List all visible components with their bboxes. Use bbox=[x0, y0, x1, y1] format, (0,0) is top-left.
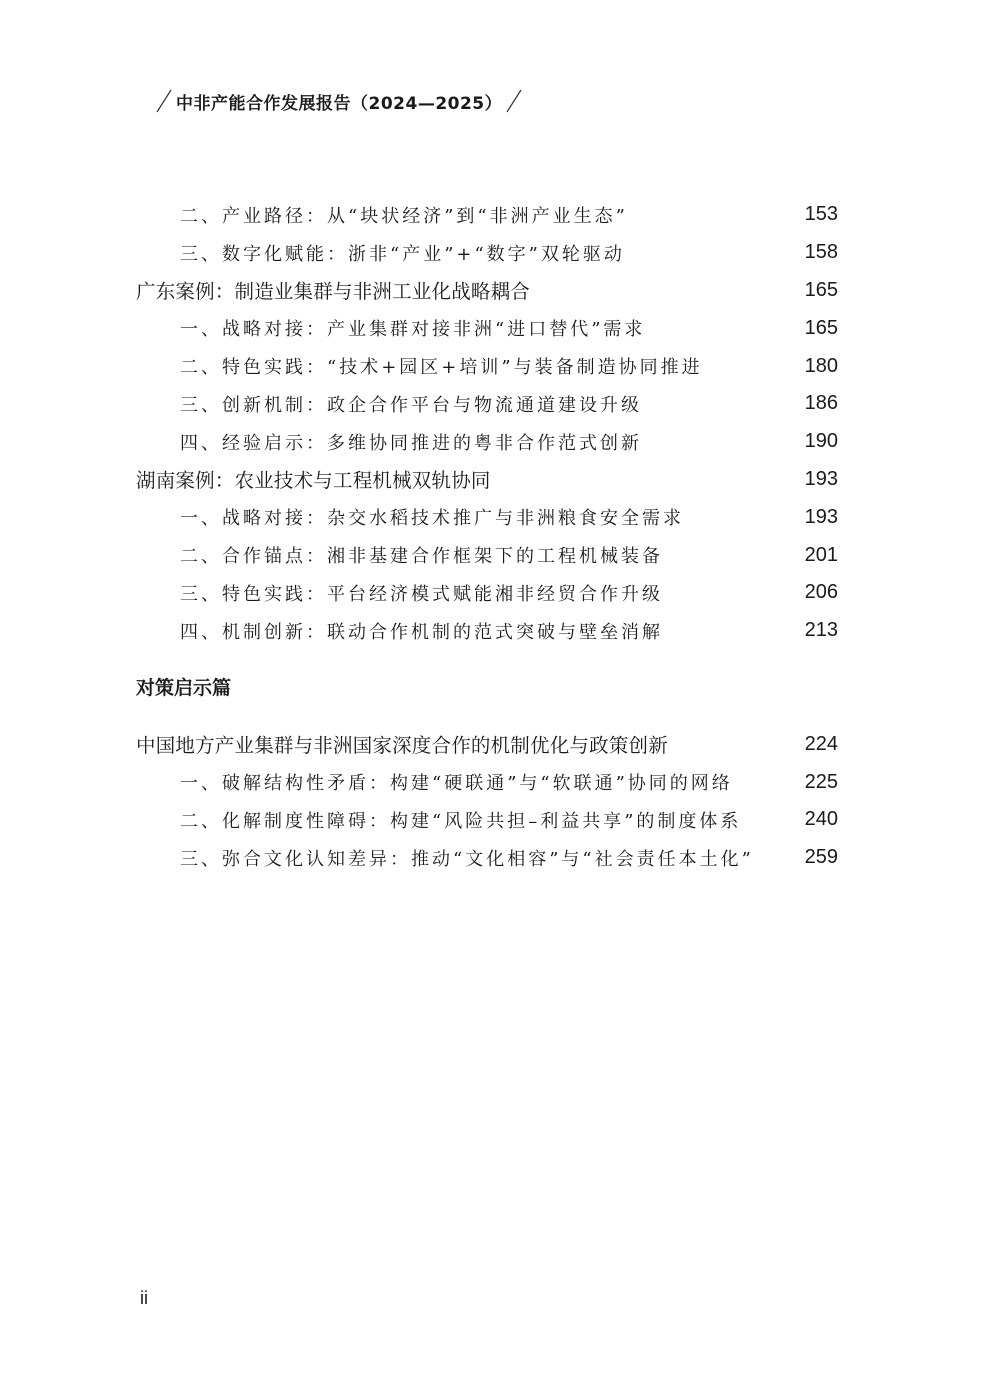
toc-entry-title: 一、战略对接：杂交水稻技术推广与非洲粮食安全需求 bbox=[180, 508, 684, 530]
toc-list-bottom bbox=[136, 725, 838, 876]
toc-entry-title: 二、特色实践：“技术+园区+培训”与装备制造协同推进 bbox=[180, 357, 703, 379]
part-heading: 对策启示篇 bbox=[136, 676, 232, 699]
toc-section-entry[interactable] bbox=[136, 347, 838, 385]
toc-page-number: 165 bbox=[804, 316, 838, 339]
toc-section-entry[interactable] bbox=[136, 196, 838, 234]
slash-left-ornament bbox=[155, 88, 173, 114]
toc-section-entry[interactable] bbox=[136, 536, 838, 574]
toc-page-number: 158 bbox=[804, 241, 838, 264]
running-header bbox=[155, 88, 523, 114]
toc-entry-title: 一、战略对接：产业集群对接非洲“进口替代”需求 bbox=[180, 319, 646, 341]
toc-section-entry[interactable] bbox=[136, 234, 838, 272]
toc-entry-title: 二、化解制度性障碍：构建“风险共担–利益共享”的制度体系 bbox=[180, 810, 742, 832]
toc-section-entry[interactable] bbox=[136, 309, 838, 347]
toc-chapter-entry[interactable] bbox=[136, 725, 838, 763]
toc-entry-title: 广东案例：制造业集群与非洲工业化战略耦合 bbox=[136, 280, 531, 304]
header-title: 中非产能合作发展报告（2024—2025） bbox=[176, 93, 503, 114]
toc-entry-title: 一、破解结构性矛盾：构建“硬联通”与“软联通”协同的网络 bbox=[180, 773, 733, 795]
toc-page-number: 186 bbox=[804, 392, 838, 415]
toc-chapter-entry[interactable] bbox=[136, 461, 838, 499]
toc-page-number: 201 bbox=[804, 543, 838, 566]
toc-entry-title: 二、合作锚点：湘非基建合作框架下的工程机械装备 bbox=[180, 546, 663, 568]
toc-section-entry[interactable] bbox=[136, 612, 838, 650]
slash-right-ornament bbox=[505, 88, 523, 114]
toc-list-top bbox=[136, 196, 838, 650]
toc-page-number: 259 bbox=[804, 846, 838, 869]
toc-section-entry[interactable] bbox=[136, 763, 838, 801]
toc-section-entry[interactable] bbox=[136, 498, 838, 536]
toc-page-number: 193 bbox=[804, 505, 838, 528]
toc-chapter-entry[interactable] bbox=[136, 272, 838, 310]
toc-entry-title: 四、经验启示：多维协同推进的粤非合作范式创新 bbox=[180, 432, 642, 454]
toc-entry-title: 四、机制创新：联动合作机制的范式突破与壁垒消解 bbox=[180, 621, 663, 643]
toc-page-number: 224 bbox=[804, 732, 838, 755]
toc-page-number: 206 bbox=[804, 581, 838, 604]
toc-section-entry[interactable] bbox=[136, 423, 838, 461]
toc-page-number: 180 bbox=[804, 354, 838, 377]
toc-section-entry[interactable] bbox=[136, 385, 838, 423]
toc-entry-title: 中国地方产业集群与非洲国家深度合作的机制优化与政策创新 bbox=[136, 734, 668, 758]
toc-page-number: 193 bbox=[804, 467, 838, 490]
toc-entry-title: 湖南案例：农业技术与工程机械双轨协同 bbox=[136, 469, 491, 493]
toc-section-entry[interactable] bbox=[136, 839, 838, 877]
page-folio: ii bbox=[140, 1288, 148, 1308]
toc-section-entry[interactable] bbox=[136, 574, 838, 612]
table-of-contents bbox=[136, 196, 838, 877]
toc-page-number: 153 bbox=[804, 203, 838, 226]
toc-entry-title: 二、产业路径：从“块状经济”到“非洲产业生态” bbox=[180, 205, 628, 227]
toc-page-number: 213 bbox=[804, 619, 838, 642]
toc-entry-title: 三、特色实践：平台经济模式赋能湘非经贸合作升级 bbox=[180, 583, 663, 605]
toc-page-number: 165 bbox=[804, 278, 838, 301]
toc-entry-title: 三、弥合文化认知差异：推动“文化相容”与“社会责任本土化” bbox=[180, 848, 754, 870]
toc-entry-title: 三、创新机制：政企合作平台与物流通道建设升级 bbox=[180, 394, 642, 416]
toc-page-number: 240 bbox=[804, 808, 838, 831]
toc-entry-title: 三、数字化赋能：浙非“产业”+“数字”双轮驱动 bbox=[180, 243, 625, 265]
toc-page-number: 225 bbox=[804, 770, 838, 793]
toc-page-number: 190 bbox=[804, 430, 838, 453]
toc-section-entry[interactable] bbox=[136, 801, 838, 839]
